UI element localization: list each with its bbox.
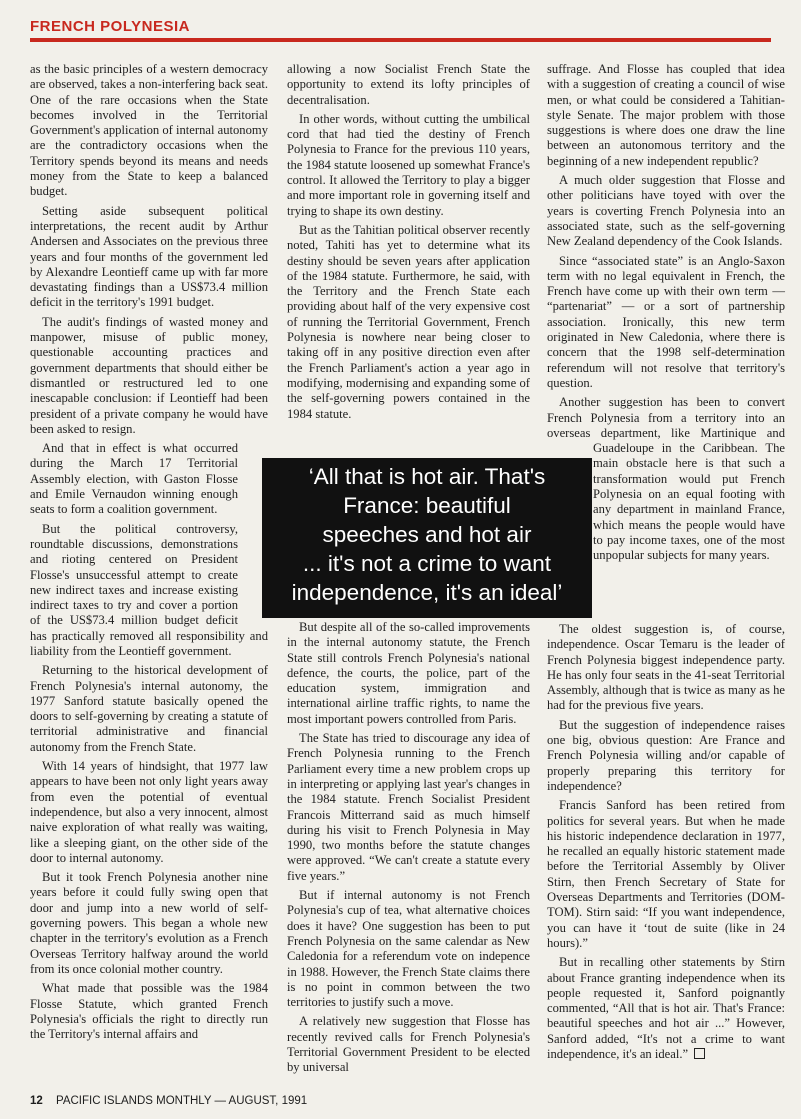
paragraph: What made that possible was the 1984 Flosse Statute, which granted French Polynesia's officials the right to directly run the Territory's internal affairs and [30, 981, 268, 1042]
page-number: 12 [30, 1095, 43, 1107]
end-mark-icon [694, 1048, 705, 1059]
paragraph: But the political controversy, roundtable discussions, demonstrations and rioting centered on President Flosse's unsuccessful attempt to create new indirect taxes and increase existing indirect taxes to try and cover a portion of the US$73.4 million budget deficit has practically removed all responsibility and liability from the Leontieff government. [30, 521, 268, 658]
article-column-1 [30, 62, 268, 1072]
paragraph: Setting aside subsequent political interpretations, the recent audit by Arthur Andersen and Associates on the previous three years and four months of the government led by Alexandre Leontieff came up with far more devastating findings than a US$73.4 million deficit in the territory's 1991 budget. [30, 203, 268, 310]
paragraph: But despite all of the so-called improvements in the internal autonomy statute, the French State still controls French Polynesia's national defence, the courts, the police, part of the education system, immigration and international airline traffic rights, to name the most important powers controlled from Paris. [287, 620, 530, 726]
top-rule [30, 38, 771, 42]
paragraph: Another suggestion has been to convert French Polynesia from a territory into an overseas department, like Martinique and Guadeloupe in the Caribbean. The main obstacle here is that such a transformation would put French Polynesia on an equal footing with any department in mainland France, which means the people would have to pay income taxes, one of the most unpopular subjects for many years. [547, 395, 785, 563]
paragraph: suffrage. And Flosse has coupled that idea with a suggestion of creating a council of wise men, or what could be considered a Tahitian-style Senate. The major problem with those suggestions is where does one draw the line between an autonomous territory and the beginning of a new independent republic? [547, 62, 785, 168]
paragraph: But as the Tahitian political observer recently noted, Tahiti has yet to determine what its destiny should be seven years after application of the 1984 statute. Furthermore, he said, with the Territory and the French State each providing about half of the very expensive cost of running the Territorial Government, French Polynesia is nowhere near being closer to taking off in any positive direction even after the French Parliament's action a year ago in modifying, modernising and expanding some of the self-governing powers contained in the 1984 statute. [287, 222, 530, 421]
publication-line: PACIFIC ISLANDS MONTHLY — AUGUST, 1991 [56, 1095, 308, 1107]
paragraph: But it took French Polynesia another nine years before it could fully swing open that door and jump into a new world of self-governing powers. This began a whole new chapter in the territory's evolution as a French Overseas Territory halfway around the world from its once colonial mother country. [30, 870, 268, 976]
paragraph: A much older suggestion that Flosse and other politicians have toyed with over the years is coverting French Polynesia into an associated state, such as the self-governing New Zealand dependency of the Cook Islands. [547, 173, 785, 249]
pull-quote-line: ... it's not a crime to want [302, 551, 552, 576]
pull-quote [262, 458, 592, 618]
paragraph: In other words, without cutting the umbilical cord that had tied the destiny of French Polynesia to France for the previous 110 years, the 1984 statute loosened up somewhat France's control. It allowed the Territory to play a bigger and more important role in governing itself and trying to shape its own destiny. [287, 111, 530, 218]
paragraph: Returning to the historical development of French Polynesia's internal autonomy, the 1977 Sanford statute basically opened the doors to self-governing by creating a statute of territorial administrative and financial autonomy from the French State. [30, 663, 268, 754]
article-column-3-lower [547, 622, 785, 1066]
pull-quote-line: speeches and hot air [322, 522, 532, 547]
paragraph: The audit's findings of wasted money and manpower, misuse of public money, questionable accounting practices and government departments that should either be dismantled or restructured led to one inescapable conclusion: if Leontieff had been president of a private company he would have been asked to resign. [30, 314, 268, 436]
paragraph: The State has tried to discourage any idea of French Polynesia running to the French Parliament every time a new problem crops up in interpreting or applying last year's changes in the 1984 statute. French Socialist President Francois Mitterrand said as much himself during his visit to French Polynesia in May 1990, two months before the statute changes were approved. “We can't create a statute every five years.” [287, 731, 530, 883]
paragraph: But the suggestion of independence raises one big, obvious question: Are France and French Polynesia willing and/or capable of properly preparing this territory for independence? [547, 717, 785, 793]
section-title: FRENCH POLYNESIA [30, 18, 190, 35]
paragraph: And that in effect is what occurred during the March 17 Territorial Assembly election, with Gaston Flosse and Emile Vernaudon winning enough seats to form a coalition government. [30, 441, 238, 517]
paragraph: But if internal autonomy is not French Polynesia's cup of tea, what alternative choices does it have? One suggestion has been to put French Polynesia on the same calendar as New Caledonia for a referendum vote on indepence in 1988. However, the French State claims there is no point in common between the two territories to justify such a move. [287, 888, 530, 1010]
pull-quote-line: ‘All that is hot air. That's [308, 464, 546, 489]
paragraph: With 14 years of hindsight, that 1977 law appears to have been not only light years away from even the potential of eventual independence, but also a very innocent, almost naive exploration of what really was waiting, like a sleeping giant, on the other side of the door to internal autonomy. [30, 759, 268, 865]
paragraph: as the basic principles of a western democracy are observed, takes a non-interfering back seat. One of the rare occasions when the State becomes involved in the Territorial Government's application of internal autonomy are the contradictory occasions when the Territory spends beyond its means and needs money from the State to keep a balanced budget. [30, 62, 268, 199]
pull-quote-line: independence, it's an ideal’ [291, 580, 563, 605]
pull-quote-line: France: beautiful [343, 493, 511, 518]
article-column-2-lower [287, 620, 530, 1080]
paragraph: But in recalling other statements by Stirn about France granting independence when its people requested it, Sanford poignantly commented, “All that is hot air. That's France: beautiful speeches and hot air ...” However, Sanford added, “It's not a crime to want independence, it's an ideal.” [547, 955, 785, 1062]
paragraph: Francis Sanford has been retired from politics for several years. But when he made his historic independence declaration in 1977, he recalled an equally historic statement made before the Territorial Assembly by Oliver Stirn, then French Secretary of State for Overseas Departments and Territories (DOM-TOM). Stirn said: “If you want independence, you can have it ‘tout de suite (like in 24 hours).” [547, 798, 785, 950]
paragraph: The oldest suggestion is, of course, independence. Oscar Temaru is the leader of French Polynesia biggest independence party. He has only four seats in the 41-seat Territorial Assembly, although that is twice as many as he had for the previous five years. [547, 622, 785, 713]
paragraph: allowing a now Socialist French State the opportunity to extend its lofty principles of decentralisation. [287, 62, 530, 107]
article-column-2 [287, 62, 530, 426]
paragraph: Since “associated state” is an Anglo-Saxon term with no legal equivalent in French, the French have come up with their own term — “partenariat” — or a sort of partnership association. Ironically, this new term originated in New Caledonia, where there is concern that the 1998 self-determination referendum will not resolve that territory's question. [547, 253, 785, 390]
page-footer [30, 1095, 307, 1107]
paragraph: A relatively new suggestion that Flosse has recently revived calls for French Polynesia's Territorial Government President to be elected by universal [287, 1014, 530, 1075]
